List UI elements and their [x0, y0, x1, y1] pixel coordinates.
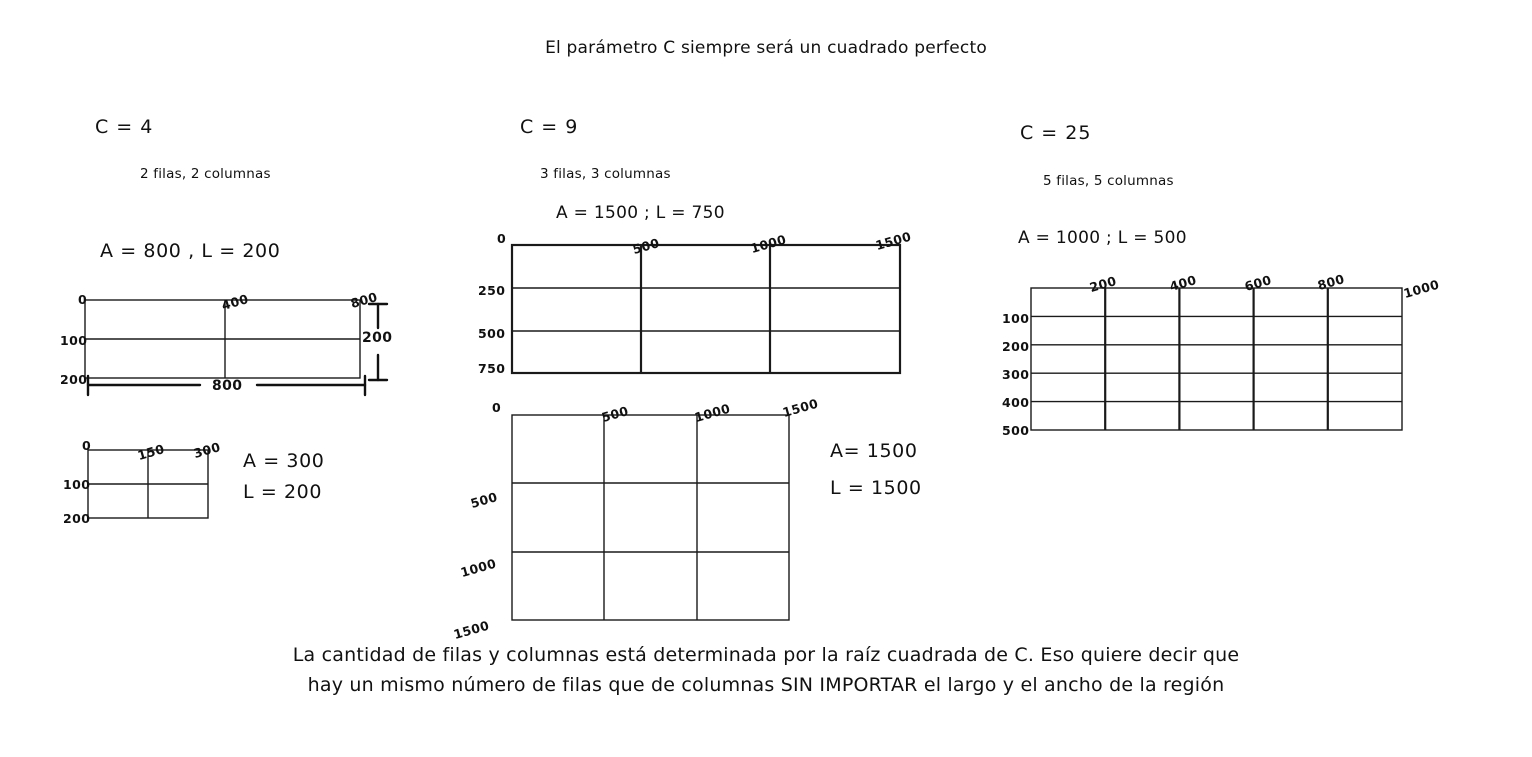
ytick-c4-first-1: 100	[60, 333, 88, 348]
xtick-c9-first-1: 500	[630, 235, 662, 257]
xtick-c9-first-0: 0	[497, 231, 507, 246]
section-label-c25: C = 25	[1020, 122, 1092, 144]
grid-caption-c9-b-line1: A= 1500	[830, 440, 918, 462]
footer-note	[0, 640, 1532, 700]
xtick-c4-first-2: 800	[348, 289, 380, 311]
ytick-c9-first-3: 750	[478, 361, 506, 376]
grid-caption-c4-b-line1: A = 300	[243, 450, 325, 472]
footer-line-1: La cantidad de filas y columnas está determinada por la raíz cuadrada de C. Eso quiere decir que	[292, 644, 1240, 666]
section-sub-c9: 3 filas, 3 columnas	[540, 166, 671, 182]
ytick-c4-second-1: 100	[63, 477, 91, 492]
xtick-c4-second-0: 0	[82, 438, 92, 453]
xtick-c4-second-2: 300	[191, 439, 223, 461]
xtick-c9-second-3: 1500	[780, 395, 820, 420]
ytick-c25-5: 500	[1002, 423, 1030, 438]
span-label-c4-height: 200	[362, 330, 393, 346]
ytick-c9-second-2: 1000	[458, 555, 498, 580]
grid-c25-svg	[1031, 288, 1421, 438]
grid-caption-c9-b-line2: L = 1500	[830, 477, 922, 499]
grid-caption-c4-b-line2: L = 200	[243, 481, 323, 503]
ytick-c9-first-2: 500	[478, 326, 506, 341]
section-label-c9: C = 9	[520, 116, 579, 138]
footer-line-2: hay un mismo número de filas que de columnas SIN IMPORTAR el largo y el ancho de la región	[307, 674, 1225, 696]
grid-c9-first	[512, 245, 912, 380]
xtick-c9-second-2: 1000	[692, 400, 732, 425]
grid-caption-c4-a: A = 800 , L = 200	[100, 240, 281, 262]
span-label-c4-width: 800	[212, 378, 243, 394]
grid-c4-second-svg	[88, 450, 228, 530]
section-label-c4: C = 4	[95, 116, 154, 138]
ytick-c4-first-2: 200	[60, 372, 88, 387]
ytick-c9-second-3: 1500	[451, 617, 491, 642]
xtick-c25-4: 800	[1315, 271, 1347, 293]
ytick-c9-first-1: 250	[478, 283, 506, 298]
xtick-c9-first-3: 1500	[873, 228, 913, 253]
grid-c4-second	[88, 450, 228, 530]
ytick-c25-2: 200	[1002, 339, 1030, 354]
xtick-c9-second-0: 0	[492, 400, 502, 415]
section-sub-c25: 5 filas, 5 columnas	[1043, 173, 1174, 189]
ytick-c25-4: 400	[1002, 395, 1030, 410]
xtick-c25-1: 200	[1087, 273, 1119, 295]
ytick-c4-second-2: 200	[63, 511, 91, 526]
ytick-c9-second-1: 500	[468, 489, 500, 511]
xtick-c4-first-1: 400	[219, 291, 251, 313]
grid-c9-second	[512, 415, 802, 630]
page-title: El parámetro C siempre será un cuadrado perfecto	[545, 38, 987, 58]
xtick-c25-2: 400	[1167, 272, 1199, 294]
section-sub-c4: 2 filas, 2 columnas	[140, 166, 271, 182]
xtick-c9-first-2: 1000	[748, 231, 788, 256]
grid-c9-second-svg	[512, 415, 802, 630]
grid-caption-c25: A = 1000 ; L = 500	[1018, 228, 1187, 248]
ytick-c25-1: 100	[1002, 311, 1030, 326]
xtick-c4-second-1: 150	[135, 441, 167, 463]
xtick-c4-first-0: 0	[78, 292, 88, 307]
grid-c9-first-svg	[512, 245, 912, 380]
xtick-c9-second-1: 500	[599, 403, 631, 425]
ytick-c25-3: 300	[1002, 367, 1030, 382]
grid-caption-c9-a: A = 1500 ; L = 750	[556, 203, 725, 223]
xtick-c25-5: 1000	[1401, 276, 1441, 301]
grid-c25	[1031, 288, 1421, 438]
xtick-c25-3: 600	[1242, 272, 1274, 294]
